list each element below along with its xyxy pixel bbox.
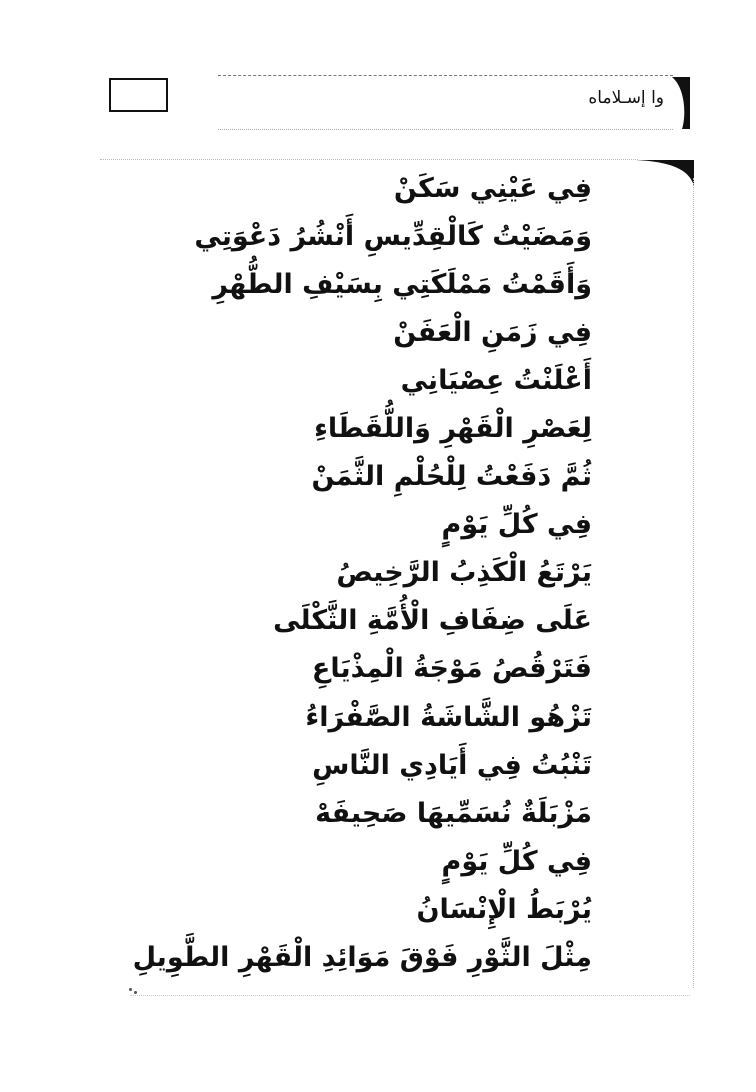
poem-body (132, 164, 592, 982)
poem-line: ثُمَّ دَفَعْتُ لِلْحُلْمِ الثَّمَنْ (311, 461, 592, 493)
header-rule-bottom (218, 129, 673, 130)
body-rule-top (100, 159, 638, 160)
body-rule-bottom (130, 995, 690, 996)
poem-line: تَنْبُتُ فِي أَيَادِي النَّاسِ (312, 749, 592, 781)
poem-line: وَمَضَيْتُ كَالْقِدِّيسِ أَنْشُرُ دَعْوَتِي (194, 220, 592, 252)
poem-line: فِي زَمَنِ الْعَفَنْ (393, 316, 592, 348)
poem-line: فَتَرْقُصُ مَوْجَةُ الْمِذْيَاعِ (311, 653, 592, 685)
poem-line: فِي كُلِّ يَوْمٍ (441, 845, 592, 877)
poem-line: يَرْتَعُ الْكَذِبُ الرَّخِيصُ (336, 557, 592, 589)
poem-line: فِي عَيْنِي سَكَنْ (393, 172, 592, 204)
side-rule (693, 178, 694, 988)
page-number-box (109, 78, 168, 112)
poem-line: لِعَصْرِ الْقَهْرِ وَاللُّقَطَاءِ (314, 413, 592, 445)
poem-line: أَعْلَنْتُ عِصْيَانِي (400, 364, 592, 396)
header-rule-top (218, 75, 673, 76)
scan-speck (129, 988, 132, 991)
poem-line: عَلَى ضِفَافِ الْأُمَّةِ الثَّكْلَى (273, 605, 592, 637)
poem-line: يُرْبَطُ الْإِنْسَانُ (416, 893, 592, 925)
header-tab-ornament (672, 77, 690, 129)
corner-ornament (636, 158, 696, 188)
poem-line: مِثْلَ الثَّوْرِ فَوْقَ مَوَائِدِ الْقَهْرِ الطَّوِيلِ (132, 942, 592, 974)
poem-line: وَأَقَمْتُ مَمْلَكَتِي بِسَيْفِ الطُّهْرِ (212, 268, 592, 300)
poem-line: فِي كُلِّ يَوْمٍ (441, 509, 592, 541)
running-header-title: وا إسـلاماه (588, 88, 664, 108)
scan-speck (134, 991, 137, 994)
poem-line: تَزْهُو الشَّاشَةُ الصَّفْرَاءُ (305, 701, 592, 733)
poem-line: مَزْبَلَةٌ نُسَمِّيهَا صَحِيفَهْ (315, 797, 592, 829)
